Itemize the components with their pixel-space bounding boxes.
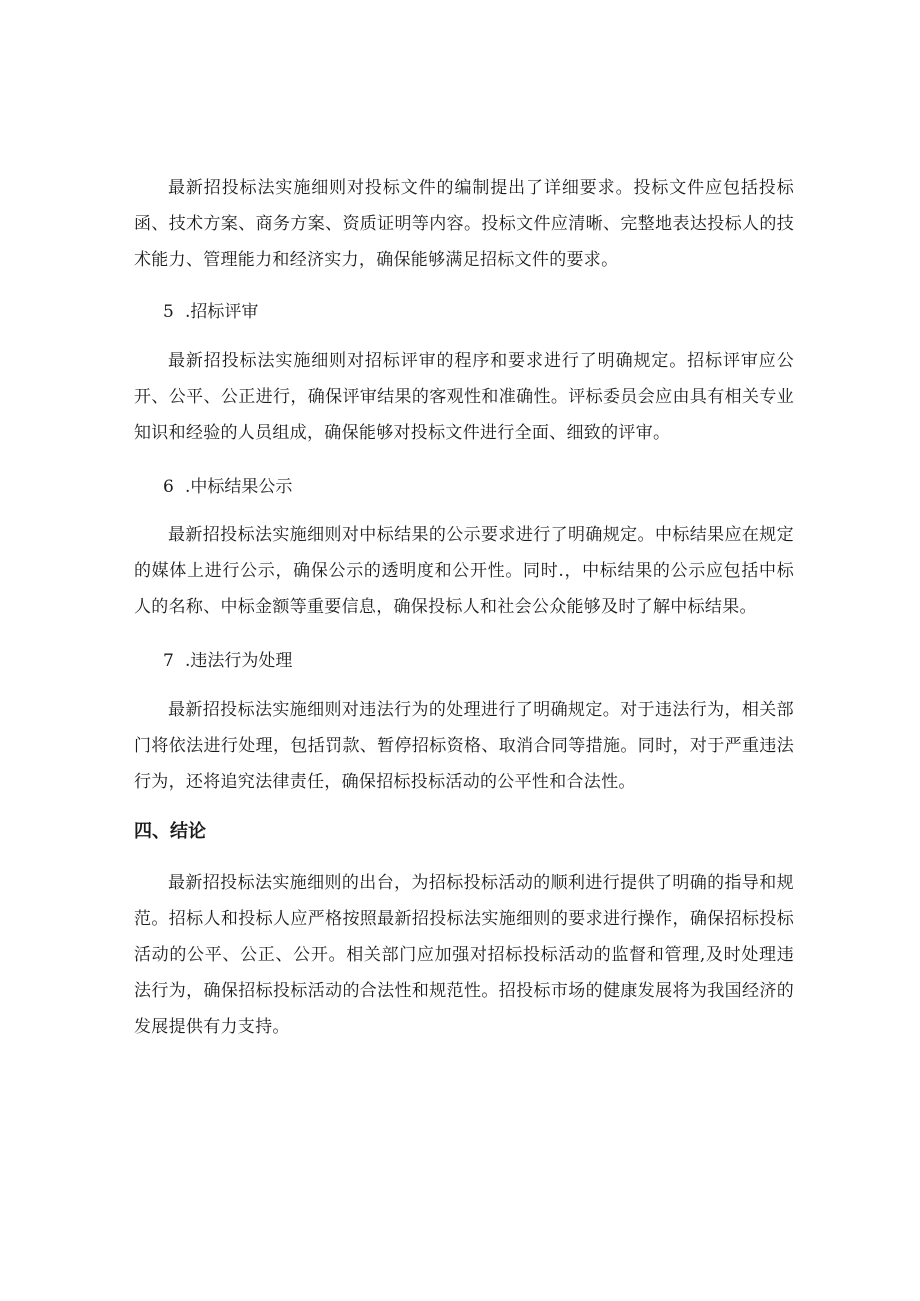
heading-number: 6 bbox=[163, 477, 174, 497]
paragraph-violations: 最新招投标法实施细则对违法行为的处理进行了明确规定。对于违法行为，相关部门将依法进行处理，包括罚款、暂停招标资格、取消合同等措施。同时，对于严重违法行为，还将追究法律责任，确保招标投标活动的公平性和合法性。 bbox=[134, 700, 794, 792]
heading-title: .招标评审 bbox=[185, 302, 259, 322]
heading-number: 7 bbox=[163, 651, 174, 671]
heading-violations bbox=[163, 647, 292, 675]
paragraph-bid-evaluation: 最新招投标法实施细则对招标评审的程序和要求进行了明确规定。招标评审应公开、公平、公正进行，确保评审结果的客观性和准确性。评标委员会应由具有相关专业知识和经验的人员组成，确保能够对投标文件进行全面、细致的评审。 bbox=[134, 351, 794, 443]
heading-title: .中标结果公示 bbox=[185, 477, 293, 497]
heading-number: 5 bbox=[163, 302, 174, 322]
paragraph-bid-documents: 最新招投标法实施细则对投标文件的编制提出了详细要求。投标文件应包括投标函、技术方案、商务方案、资质证明等内容。投标文件应清晰、完整地表达投标人的技术能力、管理能力和经济实力，确保能够满足招标文件的要求。 bbox=[134, 178, 794, 270]
paragraph-conclusion: 最新招投标法实施细则的出台，为招标投标活动的顺利进行提供了明确的指导和规范。招标人和投标人应严格按照最新招投标法实施细则的要求进行操作，确保招标投标活动的公平、公正、公开。相关部门应加强对招标投标活动的监督和管理,及时处理违法行为，确保招标投标活动的合法性和规范性。招投标市场的健康发展将为我国经济的发展提供有力支持。 bbox=[134, 873, 794, 1037]
heading-award-publicity bbox=[163, 473, 292, 501]
section-heading-conclusion: 四、结论 bbox=[134, 821, 206, 842]
paragraph-award-publicity: 最新招投标法实施细则对中标结果的公示要求进行了明确规定。中标结果应在规定的媒体上进行公示，确保公示的透明度和公开性。同时.，中标结果的公示应包括中标人的名称、中标金额等重要信息，确保投标人和社会公众能够及时了解中标结果。 bbox=[134, 525, 794, 617]
heading-bid-evaluation bbox=[163, 298, 258, 326]
heading-title: .违法行为处理 bbox=[185, 651, 293, 671]
